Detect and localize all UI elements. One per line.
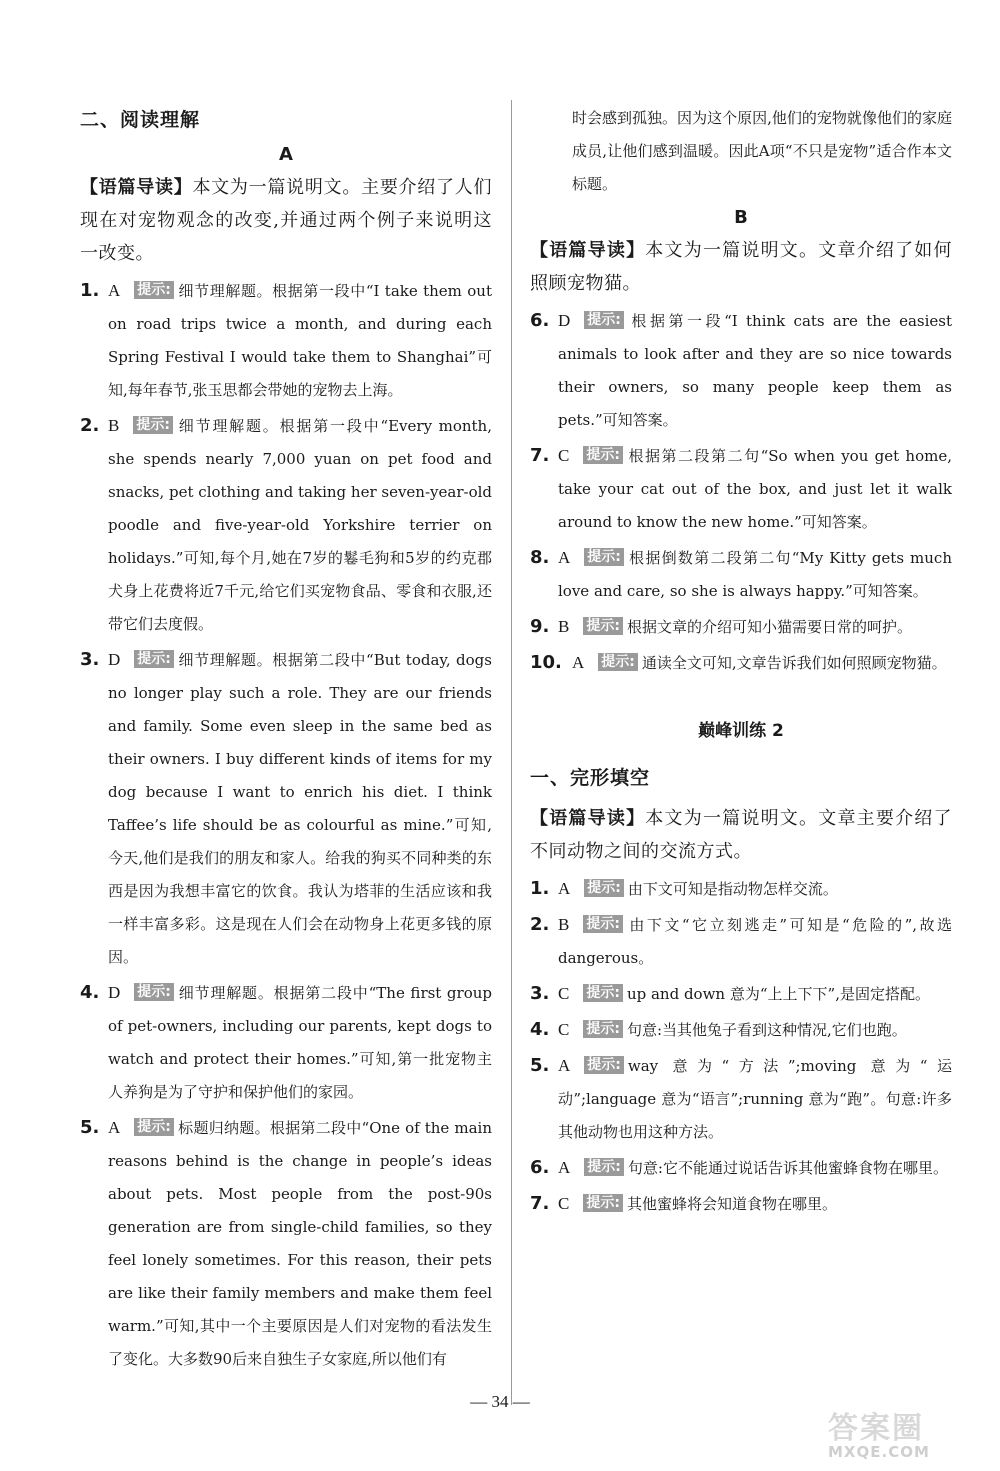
question-number: 7. bbox=[530, 445, 550, 466]
hint-label: 提示: bbox=[584, 548, 624, 566]
page-number: — 34 — bbox=[470, 1392, 530, 1411]
cloze-guide bbox=[530, 802, 952, 868]
answer-letter: A bbox=[558, 1056, 571, 1075]
answer-letter: D bbox=[108, 650, 121, 669]
answer-item bbox=[80, 274, 492, 407]
answer-item bbox=[530, 304, 952, 437]
explanation-text: 由下文可知是指动物怎样交流。 bbox=[627, 880, 838, 898]
hint-label: 提示: bbox=[584, 311, 624, 329]
question-number: 2. bbox=[530, 914, 550, 935]
section-title-cloze: 一、完形填空 bbox=[530, 767, 651, 789]
answer-letter: C bbox=[558, 984, 570, 1003]
hint-label: 提示: bbox=[583, 984, 623, 1002]
hint-label: 提示: bbox=[583, 1020, 623, 1038]
explanation-text: 根据文章的介绍可知小猫需要日常的呵护。 bbox=[626, 618, 912, 636]
hint-label: 提示: bbox=[598, 653, 638, 671]
answer-list-cloze bbox=[530, 872, 952, 1221]
answer-list-b bbox=[530, 304, 952, 680]
watermark-text-bottom: MXQE.COM bbox=[828, 1443, 930, 1461]
answer-item bbox=[530, 610, 952, 644]
column-divider bbox=[511, 100, 512, 1405]
hint-label: 提示: bbox=[584, 1158, 624, 1176]
watermark-text-top: 答案圈 bbox=[828, 1411, 924, 1446]
explanation-text: 由下文“它立刻逃走”可知是“危险的”,故选 dangerous。 bbox=[558, 916, 952, 967]
explanation-text: 根据第二段第二句“So when you get home, take your cat out of the box, and just let it walk around to know the new home.”可知答案。 bbox=[558, 447, 952, 531]
question-number: 4. bbox=[530, 1019, 550, 1040]
answer-item bbox=[80, 1111, 492, 1376]
left-column bbox=[80, 95, 492, 1378]
guide-tag: 【语篇导读】 bbox=[80, 177, 193, 198]
answer-item bbox=[80, 976, 492, 1109]
question-number: 5. bbox=[80, 1117, 100, 1138]
explanation-text: 细节理解题。根据第一段中“I take them out on road trips twice a month, and during each Spring Festival I would take them to Shanghai”可知,每年春节,张玉思都会带她的宠物去上海。 bbox=[108, 282, 492, 399]
question-number: 9. bbox=[530, 616, 550, 637]
question-number: 1. bbox=[530, 878, 550, 899]
watermark-logo bbox=[828, 1403, 978, 1461]
right-column bbox=[530, 102, 952, 1223]
answer-item bbox=[530, 1049, 952, 1149]
passage-b-guide bbox=[530, 234, 952, 300]
hint-label: 提示: bbox=[134, 650, 174, 668]
passage-a-guide bbox=[80, 171, 492, 270]
answer-item bbox=[530, 977, 952, 1011]
answer-item bbox=[530, 439, 952, 539]
explanation-text: 标题归纳题。根据第二段中“One of the main reasons behind is the change in people’s ideas about pets. Most people from the post-90s generation are from single-child families, so they feel lonely sometimes. For this reason, their pets are like their family members and make them feel warm.”可知,其中一个主要原因是人们对宠物的看法发生了变化。大多数90后来自独生子女家庭,所以他们有 bbox=[108, 1119, 492, 1368]
hint-label: 提示: bbox=[134, 983, 174, 1001]
question-number: 8. bbox=[530, 547, 550, 568]
training-title: 巅峰训练 2 bbox=[698, 721, 784, 741]
question-number: 2. bbox=[80, 415, 100, 436]
answer-letter: A bbox=[108, 1118, 121, 1137]
explanation-text: 通读全文可知,文章告诉我们如何照顾宠物猫。 bbox=[641, 654, 947, 672]
question-number: 1. bbox=[80, 280, 100, 301]
hint-label: 提示: bbox=[583, 617, 623, 635]
question-number: 7. bbox=[530, 1193, 550, 1214]
explanation-text: 细节理解题。根据第二段中“The first group of pet-owners, including our parents, kept dogs to watch and protect their homes.”可知,第一批宠物主人养狗是为了守护和保护他们的家园。 bbox=[108, 984, 492, 1101]
answer-item bbox=[80, 643, 492, 974]
question-number: 5. bbox=[530, 1055, 550, 1076]
answer-item bbox=[530, 1187, 952, 1221]
guide-text: 本文为一篇说明文。文章主要介绍了不同动物之间的交流方式。 bbox=[530, 808, 953, 862]
explanation-text: 细节理解题。根据第二段中“But today, dogs no longer play such a role. They are our friends and family. Some even sleep in the same bed as their owners. I buy different kinds of items for my dog because I want to enrich his diet. I think Taffee’s life should be as colourful as mine.”可知,今天,他们是我们的朋友和家人。给我的狗买不同种类的东西是因为我想丰富它的饮食。我认为塔菲的生活应该和我一样丰富多彩。这是现在人们会在动物身上花更多钱的原因。 bbox=[108, 651, 492, 966]
continuation-text-body: 时会感到孤独。因为这个原因,他们的宠物就像他们的家庭成员,让他们感到温暖。因此A项“不只是宠物”适合作本文标题。 bbox=[572, 109, 952, 193]
hint-label: 提示: bbox=[584, 879, 624, 897]
answer-list-a bbox=[80, 274, 492, 1376]
hint-label: 提示: bbox=[584, 1056, 624, 1074]
question-number: 4. bbox=[80, 982, 100, 1003]
answer-letter: A bbox=[558, 548, 571, 567]
answer-letter: A bbox=[558, 1158, 571, 1177]
question-number: 3. bbox=[530, 983, 550, 1004]
guide-text: 本文为一篇说明文。文章介绍了如何照顾宠物猫。 bbox=[530, 240, 953, 294]
answer-letter: C bbox=[558, 446, 570, 465]
explanation-text: up and down 意为“上上下下”,是固定搭配。 bbox=[626, 985, 930, 1003]
explanation-text: 句意:当其他兔子看到这种情况,它们也跑。 bbox=[626, 1021, 907, 1039]
continuation-text bbox=[530, 102, 952, 201]
hint-label: 提示: bbox=[134, 1118, 174, 1136]
answer-letter: C bbox=[558, 1194, 570, 1213]
hint-label: 提示: bbox=[133, 416, 173, 434]
explanation-text: 根据倒数第二段第二句“My Kitty gets much love and care, so she is always happy.”可知答案。 bbox=[558, 549, 952, 600]
hint-label: 提示: bbox=[134, 281, 174, 299]
guide-tag: 【语篇导读】 bbox=[530, 808, 646, 829]
answer-letter: C bbox=[558, 1020, 570, 1039]
answer-letter: D bbox=[108, 983, 121, 1002]
guide-text: 本文为一篇说明文。主要介绍了人们现在对宠物观念的改变,并通过两个例子来说明这一改变。 bbox=[80, 177, 493, 264]
explanation-text: 根据第一段“I think cats are the easiest animals to look after and they are so nice towards their owners, so many people keep them as pets.”可知答案。 bbox=[558, 312, 952, 429]
hint-label: 提示: bbox=[583, 1194, 623, 1212]
explanation-text: 细节理解题。根据第一段中“Every month, she spends nearly 7,000 yuan on pet food and snacks, pet clothing and taking her seven-year-old poodle and five-year-old Yorkshire terrier on holidays.”可知,每个月,她在7岁的鬈毛狗和5岁的约克郡犬身上花费将近7千元,给它们买宠物食品、零食和衣服,还带它们去度假。 bbox=[108, 417, 493, 633]
answer-item bbox=[530, 1151, 952, 1185]
section-title-reading: 二、阅读理解 bbox=[80, 109, 201, 131]
answer-letter: B bbox=[558, 915, 570, 934]
answer-item bbox=[530, 908, 952, 975]
question-number: 6. bbox=[530, 310, 550, 331]
explanation-text: 句意:它不能通过说话告诉其他蜜蜂食物在哪里。 bbox=[627, 1159, 948, 1177]
answer-item bbox=[530, 872, 952, 906]
question-number: 10. bbox=[530, 652, 562, 673]
answer-item bbox=[530, 646, 952, 680]
question-number: 6. bbox=[530, 1157, 550, 1178]
question-number: 3. bbox=[80, 649, 100, 670]
guide-tag: 【语篇导读】 bbox=[530, 240, 646, 261]
answer-letter: A bbox=[558, 879, 571, 898]
answer-letter: A bbox=[572, 653, 585, 672]
answer-item bbox=[530, 541, 952, 608]
answer-item bbox=[530, 1013, 952, 1047]
hint-label: 提示: bbox=[583, 446, 623, 464]
explanation-text: 其他蜜蜂将会知道食物在哪里。 bbox=[626, 1195, 837, 1213]
answer-letter: B bbox=[558, 617, 570, 636]
answer-item bbox=[80, 409, 492, 641]
hint-label: 提示: bbox=[583, 915, 623, 933]
answer-letter: A bbox=[108, 281, 121, 300]
answer-letter: D bbox=[558, 311, 571, 330]
explanation-text: way 意为“方法”;moving 意为“运动”;language 意为“语言”;running 意为“跑”。句意:许多其他动物也用这种方法。 bbox=[558, 1057, 952, 1141]
passage-b-heading: B bbox=[734, 207, 748, 228]
answer-letter: B bbox=[108, 416, 120, 435]
passage-a-heading: A bbox=[279, 144, 293, 165]
